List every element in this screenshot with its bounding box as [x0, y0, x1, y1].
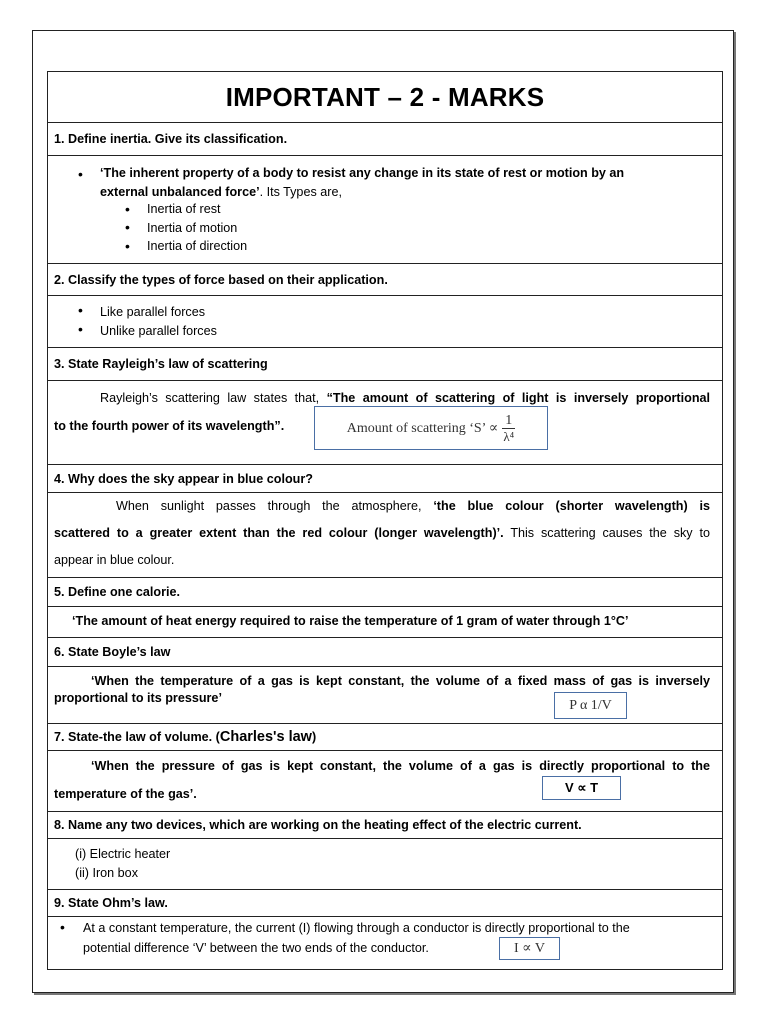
boyle-line-2: proportional to its pressure’	[54, 691, 222, 705]
formula-denominator: λ⁴	[503, 428, 515, 444]
rayleigh-line-2: to the fourth power of its wavelength”.	[54, 419, 285, 433]
inertia-definition: ‘The inherent property of a body to resist any change in its state of rest or motion by an external unbalanced force’	[100, 166, 625, 199]
formula-label: Amount of scattering ‘S’ ∝	[346, 420, 499, 436]
worksheet	[47, 71, 723, 970]
charles-formula: V ∝ T	[564, 780, 599, 795]
answer-2	[48, 296, 722, 348]
inertia-types-intro: . Its Types are,	[259, 184, 342, 199]
formula-numerator: 1	[502, 413, 515, 429]
ohm-formula-box	[499, 937, 560, 960]
formula-fraction	[502, 413, 515, 444]
rayleigh-line-1	[54, 389, 710, 408]
question-1: 1. Define inertia. Give its classification.	[48, 123, 722, 156]
question-8: 8. Name any two devices, which are working on the heating effect of the electric current.	[48, 812, 722, 839]
answer-7	[48, 751, 722, 812]
sky-line-2-normal: This scattering causes the sky to	[510, 526, 710, 540]
sky-line-1-normal: When sunlight passes through the atmosphere,	[116, 499, 422, 513]
bullet-icon: •	[78, 166, 83, 182]
rayleigh-lead: Rayleigh’s scattering law states that,	[100, 391, 320, 405]
force-type-item: Like parallel forces	[100, 305, 205, 319]
bullet-icon: •	[125, 238, 130, 254]
inertia-type-item: Inertia of direction	[147, 239, 248, 253]
charles-line-1	[54, 757, 710, 776]
rayleigh-formula-box	[314, 406, 548, 450]
question-7-suffix: )	[311, 730, 317, 744]
question-7	[48, 724, 722, 751]
question-6: 6. State Boyle’s law	[48, 638, 722, 667]
force-type-item: Unlike parallel forces	[100, 324, 217, 338]
inertia-type-item: Inertia of motion	[147, 221, 238, 235]
sky-line-3: appear in blue colour.	[54, 553, 175, 567]
boyle-line-1	[54, 672, 710, 691]
answer-1-text	[100, 164, 660, 201]
bullet-icon: •	[78, 321, 83, 337]
ohm-line-2: potential difference ‘V’ between the two ends of the conductor.	[83, 941, 429, 955]
answer-6	[48, 667, 722, 724]
answer-1	[48, 156, 722, 264]
answer-5	[48, 607, 722, 638]
ohm-formula: I ∝ V	[514, 941, 545, 956]
boyle-formula-box	[554, 692, 627, 719]
sky-line-2-bold: scattered to a greater extent than the red colour (longer wavelength)’.	[54, 526, 504, 540]
rayleigh-law-bold: “The amount of scattering of light is inversely proportional	[326, 391, 711, 405]
charles-line-1-text: ‘When the pressure of gas is kept constant, the volume of a gas is directly proportional to the	[91, 759, 710, 773]
answer-4	[48, 493, 722, 578]
calorie-definition: ‘The amount of heat energy required to raise the temperature of 1 gram of water through 1°C’	[72, 614, 629, 628]
inertia-type-item: Inertia of rest	[147, 202, 221, 216]
question-5: 5. Define one calorie.	[48, 578, 722, 607]
bullet-icon: •	[78, 302, 83, 318]
answer-3	[48, 381, 722, 465]
question-4: 4. Why does the sky appear in blue colour?	[48, 465, 722, 493]
device-item: (i) Electric heater	[75, 847, 171, 861]
answer-8	[48, 839, 722, 890]
question-3: 3. State Rayleigh’s law of scattering	[48, 348, 722, 381]
page-title: IMPORTANT – 2 - MARKS	[48, 72, 722, 123]
charles-line-2: temperature of the gas’.	[54, 787, 197, 801]
bullet-icon: •	[125, 201, 130, 217]
device-item: (ii) Iron box	[75, 866, 138, 880]
bullet-icon: •	[125, 219, 130, 235]
charles-formula-box	[542, 776, 621, 800]
question-2: 2. Classify the types of force based on their application.	[48, 264, 722, 296]
sky-line-1	[54, 497, 710, 516]
sky-line-2	[54, 524, 710, 543]
boyle-formula: P α 1/V	[569, 697, 612, 713]
question-7-charles: Charles's law	[219, 729, 312, 745]
bullet-icon: •	[60, 919, 65, 935]
answer-9	[48, 917, 722, 969]
question-9: 9. State Ohm’s law.	[48, 890, 722, 917]
ohm-line-1: At a constant temperature, the current (I) flowing through a conductor is directly proportional to the	[83, 921, 630, 935]
question-7-prefix: 7. State-the law of volume. (	[54, 730, 220, 744]
sky-line-1-bold: ‘the blue colour (shorter wavelength) is	[433, 499, 710, 513]
boyle-line-1-text: ‘When the temperature of a gas is kept constant, the volume of a fixed mass of gas is inversely	[91, 674, 710, 688]
